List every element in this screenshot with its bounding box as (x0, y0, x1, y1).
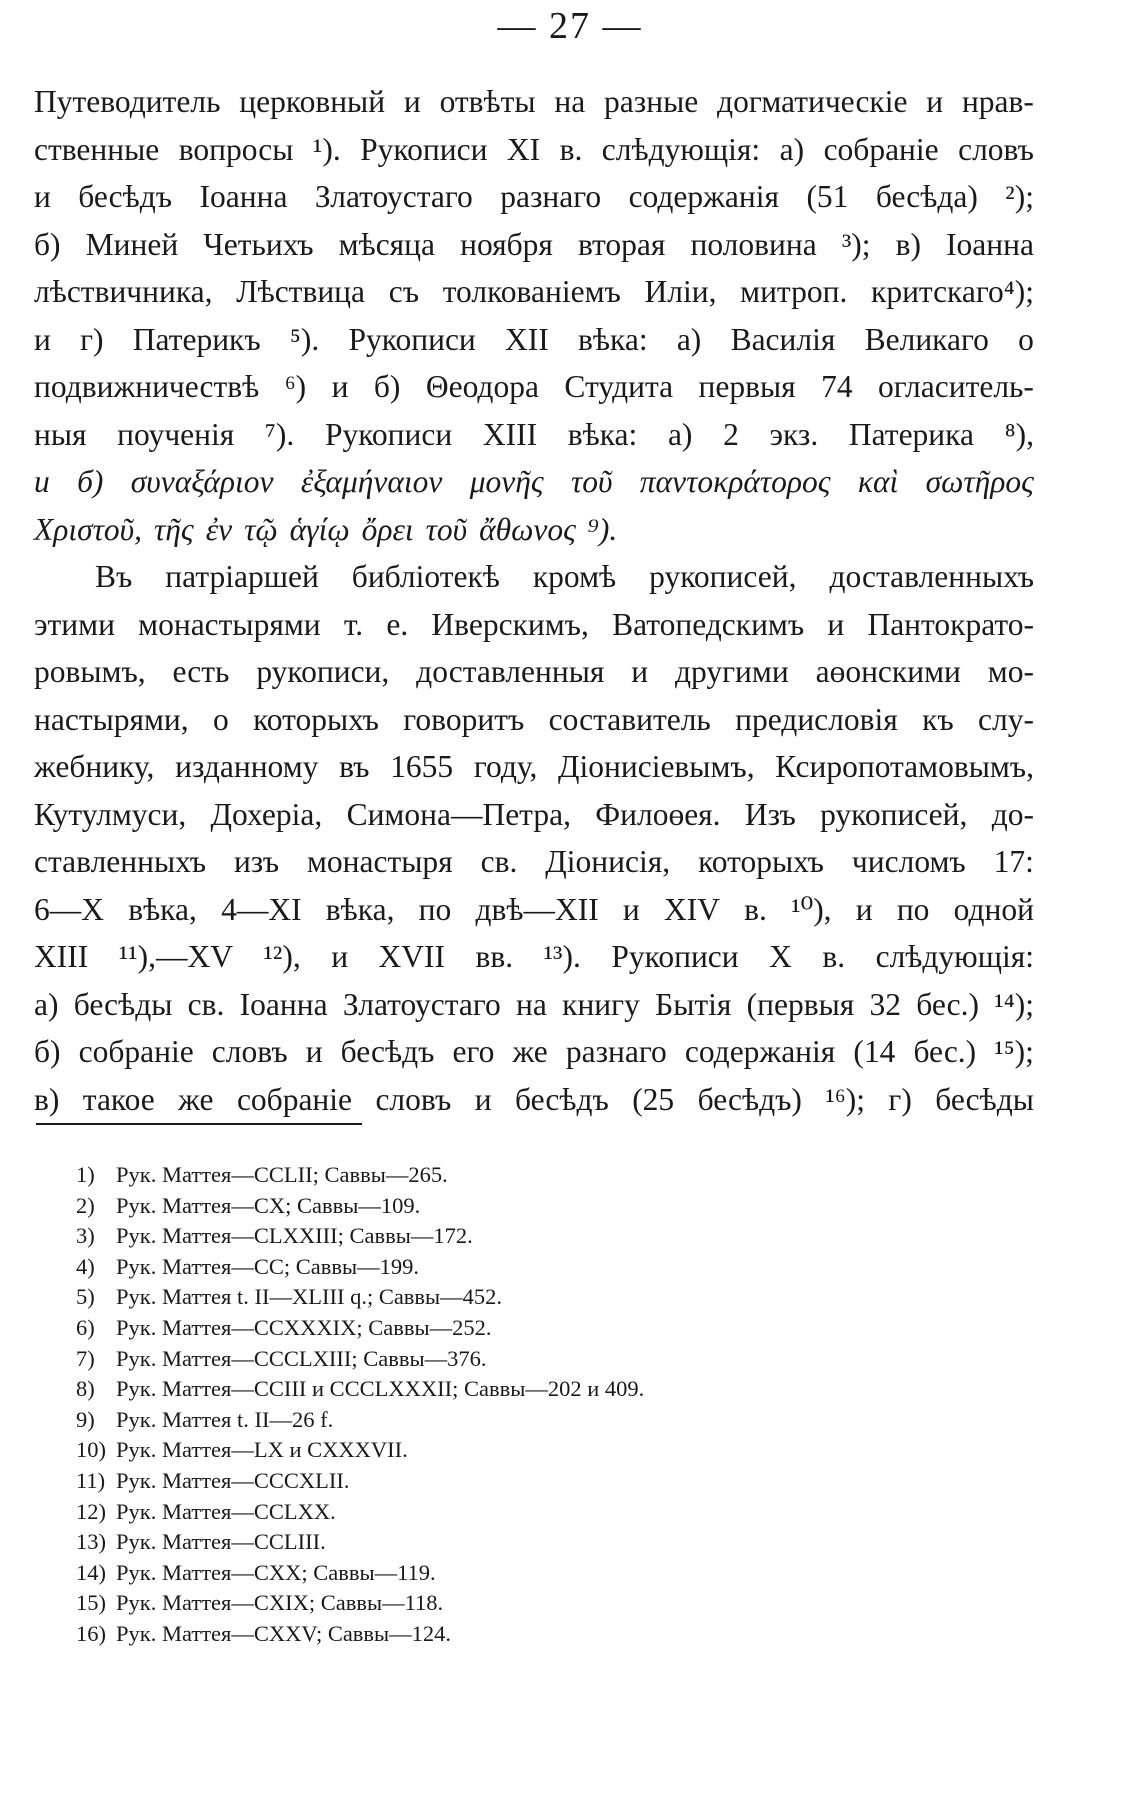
footnote (76, 1344, 976, 1375)
text-line (34, 743, 1034, 791)
word: ¹⁶); (825, 1081, 865, 1117)
word: собраніе (823, 131, 939, 167)
footnote (76, 1191, 976, 1222)
text-line (34, 221, 1034, 269)
word: по (896, 891, 930, 927)
footnote (76, 1313, 976, 1344)
word: ноября (460, 226, 553, 262)
word: бесѣдъ (340, 1034, 435, 1069)
word: τοῦ (570, 464, 613, 499)
footnote-text: Рук. Маттея—CLXXIII; Саввы—172. (116, 1223, 473, 1249)
footnote-marker: 10) (76, 1437, 106, 1463)
main-text (34, 78, 1034, 1123)
footnote-divider (36, 1123, 362, 1125)
word: (25 (632, 1081, 675, 1117)
word: разные (604, 84, 699, 119)
word: ⁵). (289, 321, 320, 357)
footnote-text: Рук. Маттея—LX и CXXXVII. (116, 1437, 408, 1463)
text-line (34, 268, 1034, 316)
word: кромѣ (532, 559, 617, 594)
word: доставленныя (416, 654, 605, 689)
word: собраніе (78, 1034, 194, 1069)
word: же (512, 1034, 548, 1069)
word: в. (822, 939, 846, 974)
word: ставленныхъ (34, 844, 206, 879)
word: доставленныхъ (829, 559, 1034, 594)
word: Миней (85, 226, 179, 262)
word: в. (744, 891, 767, 927)
word: Филоөея. (595, 796, 721, 832)
footnote (76, 1405, 976, 1436)
word: бес.) (913, 1034, 977, 1069)
text-line (34, 838, 1034, 886)
word: на (516, 986, 547, 1022)
footnote-text: Рук. Маттея—CCCLXIII; Саввы—376. (116, 1345, 487, 1371)
word: слѣдующія: (875, 939, 1034, 974)
word: вѣка: (567, 416, 638, 452)
word: ³); (841, 226, 871, 262)
footnote-text: Рук. Маттея—CC; Саввы—199. (116, 1253, 419, 1279)
footnote-marker: 15) (76, 1590, 106, 1616)
word: и (331, 369, 349, 404)
footnote-marker: 9) (76, 1406, 95, 1432)
footnote-text: Рук. Маттея t. II—XLIII q.; Саввы—452. (116, 1284, 503, 1310)
word: бесѣдъ (514, 1081, 609, 1117)
word: жебнику, (34, 749, 155, 784)
word: б) (34, 226, 61, 262)
footnote-marker: 14) (76, 1559, 106, 1585)
word: τοῦ (425, 511, 468, 547)
word: настырями, (34, 701, 189, 737)
word: XIV (663, 891, 720, 927)
word: разнаго (500, 179, 602, 214)
footnote-marker: 11) (76, 1467, 106, 1493)
word: Пантократо- (867, 606, 1034, 642)
footnote-marker: 1) (76, 1162, 95, 1187)
word: вѣка: (578, 321, 648, 357)
word: Іоанна (946, 226, 1034, 262)
word: аөонскими (815, 654, 961, 689)
word: которыхъ (253, 701, 379, 737)
word: огласитель- (877, 369, 1034, 404)
word: св. (480, 844, 518, 879)
word: первыя (698, 369, 796, 404)
footnote (76, 1558, 976, 1589)
word: этими (34, 606, 115, 642)
word: Іоанна (199, 179, 288, 214)
word: же (178, 1081, 214, 1117)
word: Иверскимъ, (431, 606, 589, 642)
footnote-text: Рук. Маттея—CXXV; Саввы—124. (116, 1620, 452, 1646)
word: ¹²), (263, 939, 301, 974)
word: Рукописи (348, 321, 476, 357)
word: Великаго (864, 321, 989, 357)
word: слѣдующія: (601, 131, 761, 167)
word: т. (343, 606, 364, 642)
word: Изъ (744, 796, 796, 832)
word: ровымъ, (34, 654, 146, 689)
footnote-marker: 4) (76, 1253, 95, 1279)
word: которыхъ (698, 844, 824, 879)
word: и (34, 179, 51, 214)
word: на (554, 84, 586, 119)
paragraph-2 (34, 553, 1034, 1123)
word: мѣсяца (338, 226, 436, 262)
text-line (34, 791, 1034, 839)
word: 6—X (34, 891, 104, 927)
word: содержанія (684, 1034, 836, 1069)
footnote-marker: 5) (76, 1284, 95, 1310)
word: говоритъ (403, 701, 525, 737)
text-line (34, 886, 1034, 934)
word: библіотекѣ (351, 559, 500, 594)
text-line (34, 316, 1034, 364)
footnote (76, 1619, 976, 1650)
text-line (34, 601, 1034, 649)
footnote-text: Рук. Маттея—CX; Саввы—109. (116, 1192, 421, 1218)
word: рукописей, (820, 796, 968, 832)
word: ἐξαμήναιον (300, 464, 443, 499)
word: Рукописи (324, 416, 453, 452)
word: есть (172, 654, 230, 689)
word: (первыя (746, 986, 855, 1022)
word: Іоанна (239, 986, 328, 1022)
footnote-text: Рук. Маттея—CCIII и CCCLXXXII; Саввы—202 и 409. (116, 1376, 645, 1402)
footnote (76, 1435, 976, 1466)
word: Златоустаго (314, 179, 473, 214)
word: 2 (723, 416, 739, 452)
footnote (76, 1497, 976, 1528)
text-line (34, 696, 1034, 744)
page-number: — 27 — (497, 5, 643, 47)
word: и (305, 1034, 323, 1069)
word: словъ (211, 1034, 288, 1069)
word: μονῆς (469, 464, 544, 499)
word: до- (991, 796, 1034, 832)
text-line (34, 363, 1034, 411)
word: такое (82, 1081, 155, 1117)
footnote-text: Рук. Маттея—CXX; Саввы—119. (116, 1559, 436, 1585)
footnote-marker: 6) (76, 1314, 95, 1340)
word: б) (373, 369, 401, 404)
footnote-text: Рук. Маттея t. II—26 f. (116, 1406, 334, 1432)
word: ¹⁵); (994, 1034, 1034, 1069)
footnote-text: Рук. Маттея—CCLII; Саввы—265. (116, 1162, 448, 1187)
word: ²); (1005, 179, 1034, 214)
word: ἄθωνος (479, 511, 576, 547)
footnote-marker: 16) (76, 1620, 106, 1646)
word: Патерика (848, 416, 974, 452)
text-line (34, 648, 1034, 696)
word: Василія (730, 321, 836, 357)
word: Θеодора (425, 369, 539, 404)
text-line (34, 458, 1034, 506)
footnote-marker: 2) (76, 1192, 95, 1218)
text-line (34, 173, 1034, 221)
footnote-text: Рук. Маттея—CCLIII. (116, 1529, 326, 1555)
word: числомъ (851, 844, 966, 879)
word: и (926, 84, 944, 119)
footnote-marker: 3) (76, 1223, 95, 1249)
word: бесѣдъ) (697, 1081, 802, 1117)
word: Ксиропотамовымъ, (775, 749, 1034, 784)
word: 4—XI (221, 891, 302, 927)
word: рукописи, (256, 654, 390, 689)
word: Дохеріа, (210, 796, 323, 832)
greek-passage (34, 458, 1034, 553)
footnotes (76, 1160, 976, 1650)
paragraph-1 (34, 78, 1034, 458)
word: ныя (34, 416, 87, 452)
word: ⁷). (264, 416, 295, 452)
text-line (34, 1076, 1034, 1124)
word: и (34, 321, 51, 357)
word: (51 (806, 179, 849, 214)
footnote-text: Рук. Маттея—CXIX; Саввы—118. (116, 1590, 444, 1616)
word: вѣка, (325, 891, 395, 927)
word: Рукописи (360, 131, 488, 167)
word: Кутулмуси, (34, 796, 187, 832)
word: вѣка, (128, 891, 197, 927)
word: г) (888, 1081, 912, 1117)
word: г) (80, 321, 104, 357)
word: XI (506, 131, 541, 167)
footnote (76, 1374, 976, 1405)
word: Рукописи (611, 939, 739, 974)
word: X (769, 939, 792, 974)
word: половина (690, 226, 817, 262)
footnote-text: Рук. Маттея—CCCXLII. (116, 1467, 350, 1493)
word: ¹⁴); (994, 986, 1034, 1022)
word: Симона—Петра, (346, 796, 571, 832)
word: мо- (987, 654, 1034, 689)
word: и (622, 891, 640, 927)
word: Бытія (655, 986, 732, 1022)
word: 1655 (390, 749, 454, 784)
word: бесѣдъ (78, 179, 173, 214)
word: въ (339, 749, 370, 784)
word: ⁶) (284, 369, 307, 404)
word: Путеводитель (34, 84, 221, 119)
word: книгу (562, 986, 640, 1022)
word: а) (34, 986, 59, 1022)
word: 74 (821, 369, 853, 404)
word: ¹³). (543, 939, 581, 974)
word: подвижничествѣ (34, 369, 260, 404)
word: изъ (233, 844, 280, 879)
word: XIII (34, 939, 89, 974)
word: вв. (475, 939, 514, 974)
word: монастырями (138, 606, 321, 642)
word: по (418, 891, 452, 927)
word: XIII (482, 416, 538, 452)
word: XVII (378, 939, 446, 974)
word: слу- (978, 701, 1034, 737)
word: составитель (548, 701, 711, 737)
word: б) (34, 1034, 61, 1069)
word: изданному (175, 749, 319, 784)
word: и (34, 464, 50, 499)
word: Χριστοῦ, (34, 511, 143, 547)
word: Патерикъ (132, 321, 261, 357)
word: Иліи, (644, 274, 717, 309)
word: толкованіемъ (442, 274, 621, 309)
word: ἐν (205, 511, 233, 547)
word: нрав- (961, 84, 1034, 119)
text-line (34, 506, 1034, 554)
word: предисловія (735, 701, 898, 737)
word: (14 (853, 1034, 896, 1069)
word: двѣ—XII (475, 891, 599, 927)
word: вторая (577, 226, 666, 262)
word: поученія (117, 416, 235, 452)
word: ¹⁰), (791, 891, 832, 927)
word: митроп. (740, 274, 848, 309)
word: догматическіе (717, 84, 908, 119)
word: а) (779, 131, 805, 167)
word: συναξάριον (130, 464, 274, 499)
word: критскаго⁴); (871, 274, 1034, 309)
footnote (76, 1282, 976, 1313)
word: и (855, 891, 873, 927)
word: ⁹). (587, 511, 618, 547)
word: е. (386, 606, 409, 642)
word: бесѣды (935, 1081, 1034, 1117)
word: а) (676, 321, 702, 357)
text-line (34, 126, 1034, 174)
word: τῆς (154, 511, 194, 547)
word: году, (473, 749, 538, 784)
word: монастыря (306, 844, 453, 879)
word: о (212, 701, 229, 737)
footnote (76, 1160, 976, 1191)
footnote-marker: 12) (76, 1498, 106, 1524)
word: в. (559, 131, 583, 167)
word: къ (922, 701, 954, 737)
word: Діонисіевымъ, (558, 749, 755, 784)
word: экз. (769, 416, 819, 452)
word: ἁγίῳ (289, 511, 350, 547)
word: Лѣствица (236, 274, 366, 309)
word: собраніе (236, 1081, 353, 1117)
word: патріаршей (165, 559, 319, 594)
word: Діонисія, (545, 844, 671, 879)
word: Студита (564, 369, 674, 404)
word: и (474, 1081, 492, 1117)
word: бесѣда) (875, 179, 978, 214)
word: съ (388, 274, 419, 309)
word: ¹¹),—XV (118, 939, 233, 974)
word: о (1018, 321, 1034, 357)
word: разнаго (565, 1034, 667, 1069)
word: σωτῆρος (925, 464, 1034, 499)
text-line (34, 411, 1034, 459)
word: в) (895, 226, 921, 262)
word: Четьихъ (203, 226, 314, 262)
word: ⁸), (1004, 416, 1034, 452)
word: и (331, 939, 349, 974)
word: ственные (34, 131, 160, 167)
word: Златоустаго (342, 986, 501, 1022)
word: рукописей, (649, 559, 797, 594)
word: св. (187, 986, 225, 1022)
word: в) (34, 1081, 60, 1117)
footnote-marker: 13) (76, 1529, 106, 1555)
word: бесѣды (73, 986, 173, 1022)
footnote (76, 1252, 976, 1283)
word: содержанія (628, 179, 779, 214)
word: ¹). (312, 131, 341, 167)
footnote-marker: 8) (76, 1376, 95, 1402)
word: XII (505, 321, 549, 357)
word: его (452, 1034, 495, 1069)
footnote (76, 1221, 976, 1252)
word: ὄρει (361, 511, 414, 547)
text-line (34, 553, 1034, 601)
word: Ватопедскимъ (612, 606, 805, 642)
word: и (631, 654, 649, 689)
footnote-text: Рук. Маттея—CCLXX. (116, 1498, 336, 1524)
text-line (34, 933, 1034, 981)
footnote-marker: 7) (76, 1345, 95, 1371)
word: словъ (958, 131, 1034, 167)
footnote (76, 1588, 976, 1619)
word: Въ (95, 559, 133, 594)
word: лѣствичника, (34, 274, 213, 309)
word: 17: (993, 844, 1034, 879)
word: б) (77, 464, 104, 499)
word: вопросы (178, 131, 294, 167)
word: а) (667, 416, 693, 452)
word: τῷ (244, 511, 278, 547)
word: и (403, 84, 421, 119)
word: и (827, 606, 845, 642)
word: παντοκράτορος (639, 464, 831, 499)
word: 32 (869, 986, 902, 1022)
word: бес.) (916, 986, 980, 1022)
word: церковный (239, 84, 386, 119)
text-line (34, 78, 1034, 126)
word: одной (953, 891, 1034, 927)
word: отвѣты (439, 84, 536, 119)
footnote (76, 1466, 976, 1497)
word: другими (675, 654, 789, 689)
footnote-text: Рук. Маттея—CCXXXIX; Саввы—252. (116, 1314, 492, 1340)
word: словъ (375, 1081, 452, 1117)
footnote (76, 1527, 976, 1558)
text-line (34, 1028, 1034, 1076)
word: καὶ (857, 464, 899, 499)
text-line (34, 981, 1034, 1029)
